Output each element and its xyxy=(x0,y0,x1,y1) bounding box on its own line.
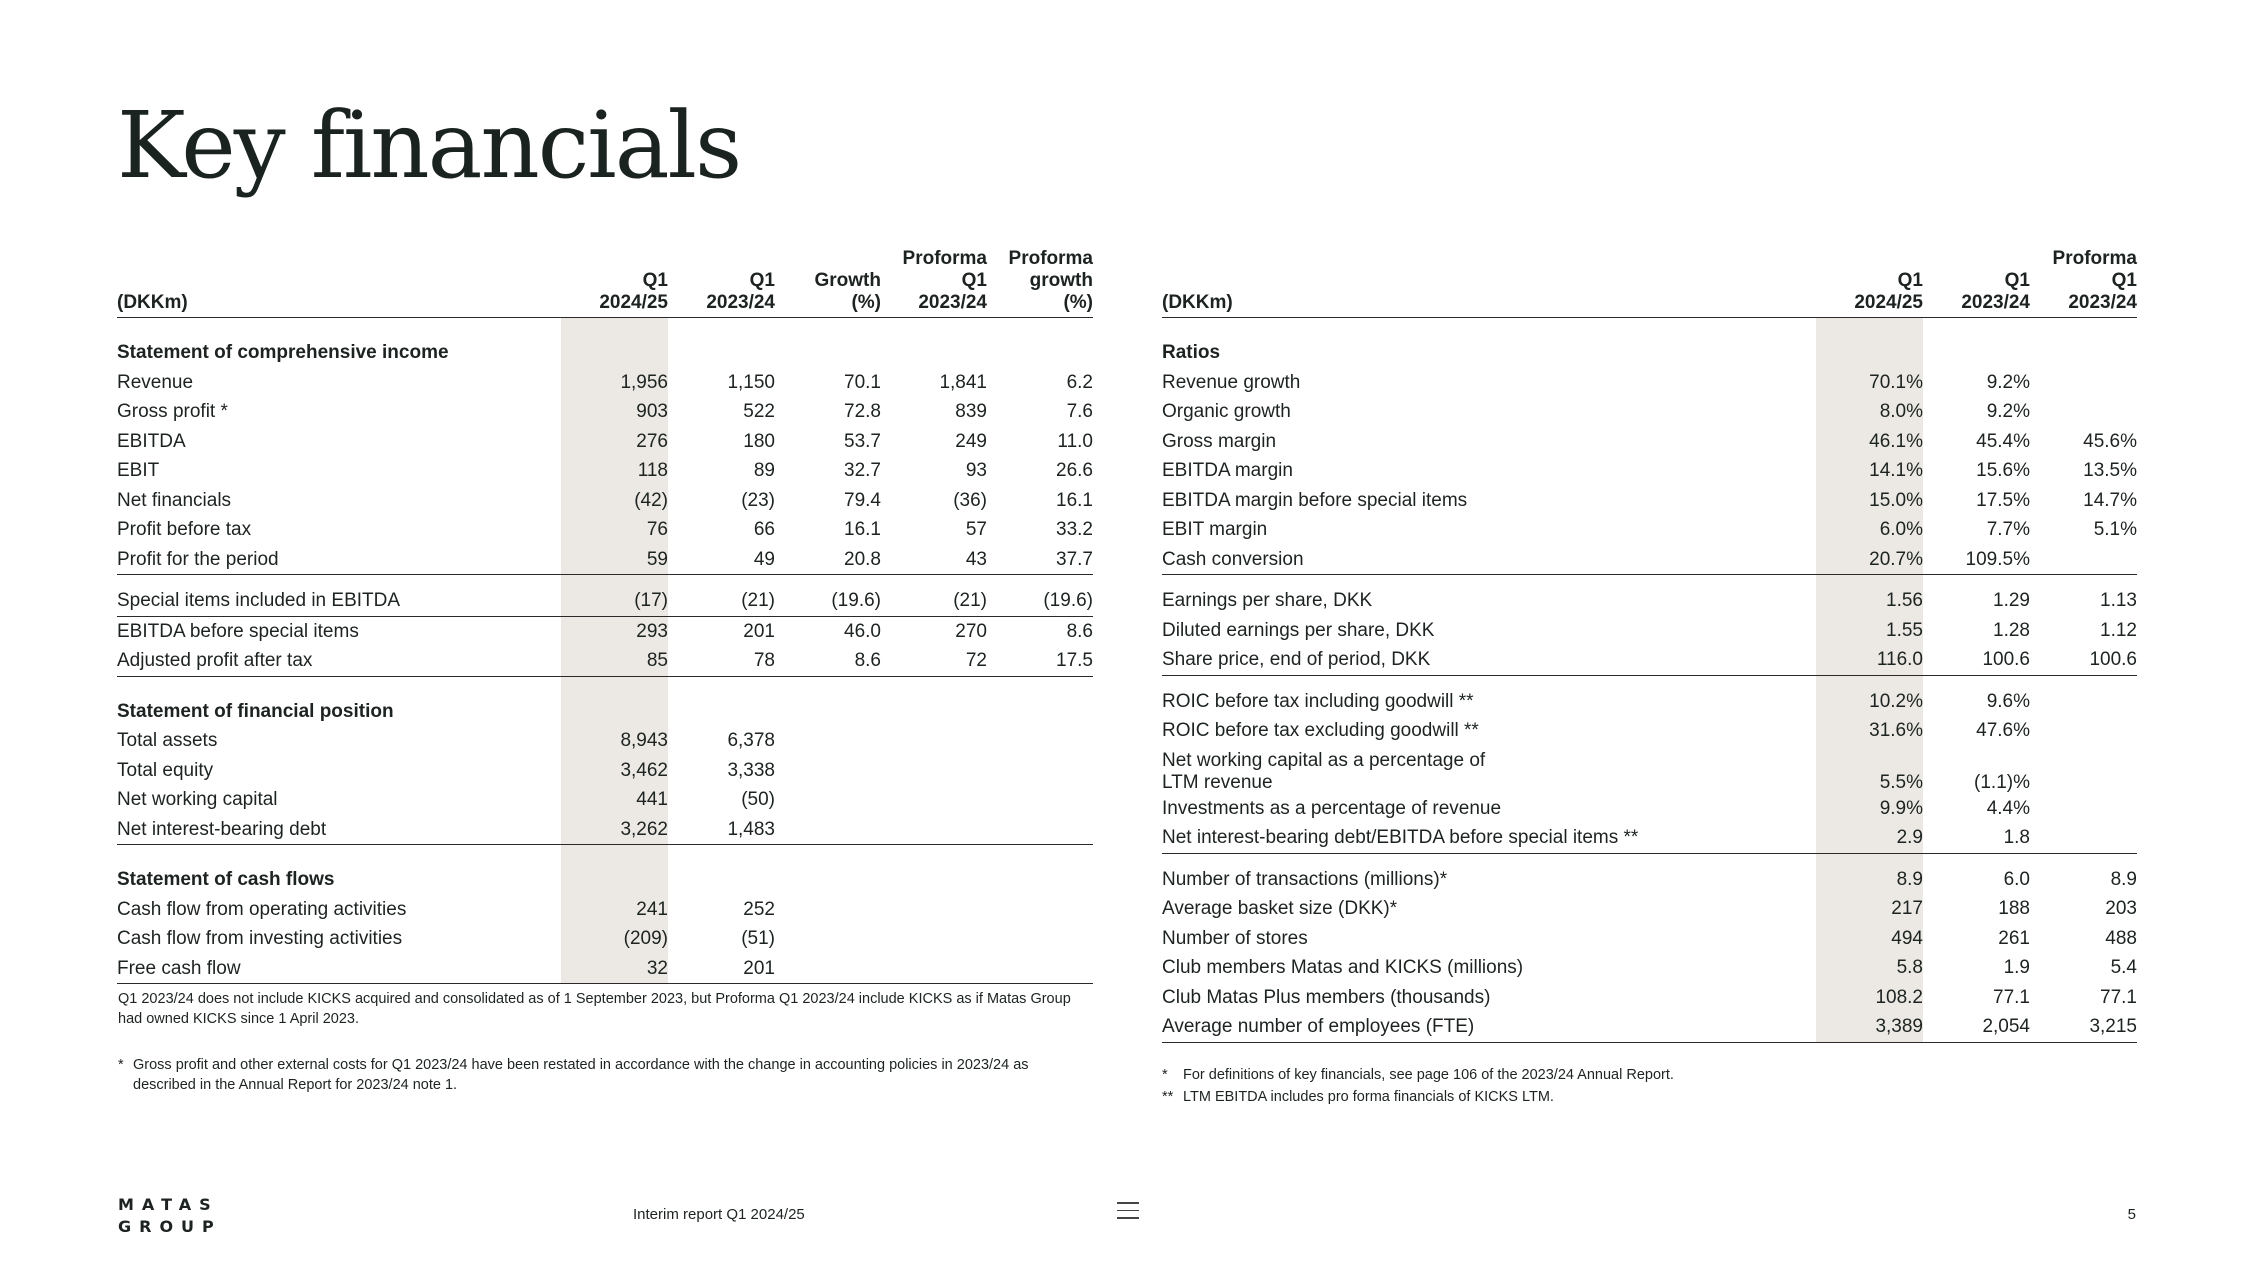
cell-value: 109.5% xyxy=(1923,545,2030,575)
cell-value: 1,841 xyxy=(939,371,987,393)
column-header: Proforma Q1 2023/24 xyxy=(902,248,987,313)
column-header: Growth (%) xyxy=(814,270,881,313)
table-row xyxy=(1162,427,2137,457)
table-row xyxy=(117,427,1093,457)
row-label: Special items included in EBITDA xyxy=(117,575,561,617)
row-label: Club Matas Plus members (thousands) xyxy=(1162,986,1491,1008)
column-header: Q1 2023/24 xyxy=(706,270,775,313)
column-header-label: (DKKm) xyxy=(1162,292,1233,313)
cell-value xyxy=(987,845,1093,895)
cell-value: 93 xyxy=(965,460,987,481)
cell-value: 16.1 xyxy=(1056,489,1093,511)
cell-value: 3,389 xyxy=(1816,1012,1923,1042)
cell-value xyxy=(2030,746,2137,794)
table-row xyxy=(1162,456,2137,486)
cell-value: 241 xyxy=(561,895,668,925)
table-row xyxy=(1162,675,2137,716)
cell-value: 201 xyxy=(668,954,775,984)
cell-value xyxy=(881,895,987,925)
cell-value: (42) xyxy=(561,486,668,516)
cell-value xyxy=(987,676,1093,726)
table-row xyxy=(117,456,1093,486)
cell-value: 43 xyxy=(881,545,987,575)
row-label: Statement of financial position xyxy=(117,700,394,722)
cell-value xyxy=(2030,397,2137,427)
cell-value: 15.6% xyxy=(1976,460,2030,481)
row-label: Net working capital as a percentage of LTM revenue xyxy=(1162,749,1486,793)
row-label: Investments as a percentage of revenue xyxy=(1162,797,1502,819)
cell-value: 11.0 xyxy=(1057,430,1093,452)
row-label: Total assets xyxy=(117,730,218,751)
cell-value xyxy=(881,726,987,756)
footnote-definitions xyxy=(1162,1065,2122,1085)
cell-value: 249 xyxy=(955,430,987,452)
cell-value: 8.0% xyxy=(1816,397,1923,427)
cell-value: 839 xyxy=(955,401,987,422)
cell-value: 78 xyxy=(668,646,775,676)
report-title: Interim report Q1 2024/25 xyxy=(633,1206,805,1223)
cell-value: 270 xyxy=(955,620,987,642)
cell-value: 20.8 xyxy=(775,545,881,575)
row-label: EBITDA before special items xyxy=(117,620,359,642)
cell-value xyxy=(2030,675,2137,716)
cell-value xyxy=(2030,545,2137,575)
cell-value: (19.6) xyxy=(775,575,881,617)
cell-value xyxy=(2030,823,2137,853)
cell-value: 89 xyxy=(753,460,775,481)
row-label: Club members Matas and KICKS (millions) xyxy=(1162,957,1524,978)
cell-value xyxy=(668,845,775,895)
table-row xyxy=(1162,924,2137,954)
row-label: Revenue growth xyxy=(1162,371,1301,393)
cell-value: 17.5% xyxy=(1976,489,2030,511)
column-header: Q1 2024/25 xyxy=(561,248,668,318)
cell-value: 8.9 xyxy=(2110,868,2137,890)
cell-value: 3,462 xyxy=(561,756,668,786)
section-header-row xyxy=(117,676,1093,726)
cell-value: 8.6 xyxy=(775,646,881,676)
row-label: EBIT margin xyxy=(1162,519,1268,540)
cell-value: 522 xyxy=(743,401,775,422)
table-row xyxy=(1162,1012,2137,1042)
cell-value: 5.5% xyxy=(1816,746,1923,794)
cell-value xyxy=(987,318,1093,368)
cell-value: 1.29 xyxy=(1993,590,2030,611)
cell-value: 1.28 xyxy=(1993,619,2030,641)
cell-value: (1.1)% xyxy=(1974,771,2030,793)
row-label: Net working capital xyxy=(117,789,278,810)
cell-value xyxy=(775,318,881,368)
footnote-text: Q1 2023/24 does not include KICKS acquired and consolidated as of 1 September 2023, but Proforma Q1 2023/24 include KICKS as if Matas Group had owned KICKS since 1 April 2023. xyxy=(118,991,1071,1027)
cell-value: 1.56 xyxy=(1816,575,1923,616)
cell-value: 32 xyxy=(561,954,668,984)
cell-value: 45.6% xyxy=(2083,430,2137,452)
cell-value: 261 xyxy=(1998,927,2030,949)
footnote-text: For definitions of key financials, see page 106 of the 2023/24 Annual Report. xyxy=(1183,1067,1674,1083)
cell-value: 116.0 xyxy=(1816,645,1923,675)
footnote-kicks xyxy=(118,989,1078,1029)
table-row xyxy=(1162,575,2137,616)
row-label: ROIC before tax excluding goodwill ** xyxy=(1162,720,1479,741)
row-label: Gross margin xyxy=(1162,430,1277,452)
cell-value: 46.1% xyxy=(1816,427,1923,457)
cell-value: 108.2 xyxy=(1816,983,1923,1013)
row-label: Cash flow from operating activities xyxy=(117,898,407,920)
section-header-row xyxy=(1162,318,2137,368)
row-label: Earnings per share, DKK xyxy=(1162,590,1373,611)
cell-value: 20.7% xyxy=(1816,545,1923,575)
cell-value: 9.9% xyxy=(1816,794,1923,824)
row-label: EBITDA xyxy=(117,430,186,452)
cell-value: 5.4 xyxy=(2110,957,2137,978)
cell-value xyxy=(881,318,987,368)
cell-value: 5.1% xyxy=(2093,519,2137,540)
cell-value: (19.6) xyxy=(987,575,1093,617)
cell-value: 46.0 xyxy=(844,620,881,642)
cell-value: 3,262 xyxy=(561,815,668,845)
cell-value: 488 xyxy=(2105,927,2137,949)
cell-value xyxy=(987,924,1093,954)
cell-value xyxy=(775,954,881,984)
cell-value: 2,054 xyxy=(1923,1012,2030,1042)
row-label: Diluted earnings per share, DKK xyxy=(1162,619,1435,641)
matas-group-logo: MATAS GROUP xyxy=(118,1195,222,1236)
cell-value xyxy=(987,756,1093,786)
cell-value: 276 xyxy=(561,427,668,457)
cell-value: 6.0% xyxy=(1816,515,1923,545)
table-row xyxy=(117,616,1093,646)
table-row xyxy=(1162,983,2137,1013)
cell-value: 7.7% xyxy=(1986,519,2030,540)
cell-value: 59 xyxy=(561,545,668,575)
cell-value: 188 xyxy=(1998,898,2030,919)
cell-value: (36) xyxy=(953,489,987,511)
cell-value: 1,150 xyxy=(727,371,775,393)
column-header: Q1 2023/24 xyxy=(1961,270,2030,313)
row-label: Revenue xyxy=(117,371,194,393)
cell-value xyxy=(987,726,1093,756)
cell-value: (209) xyxy=(561,924,668,954)
cell-value xyxy=(987,895,1093,925)
row-label: Net interest-bearing debt xyxy=(117,815,561,845)
cell-value xyxy=(987,785,1093,815)
cell-value xyxy=(2030,318,2137,368)
section-header-row xyxy=(117,318,1093,368)
cell-value: 4.4% xyxy=(1986,797,2030,819)
cell-value: 1.13 xyxy=(2100,590,2137,611)
cell-value xyxy=(1923,318,2030,368)
cell-value xyxy=(561,318,668,368)
table-row xyxy=(1162,616,2137,646)
cell-value: 903 xyxy=(561,397,668,427)
cell-value: 14.7% xyxy=(2083,489,2137,511)
cell-value: 3,338 xyxy=(727,759,775,781)
cell-value: 8.9 xyxy=(1816,853,1923,894)
footnote-marker: * xyxy=(118,1057,124,1073)
cell-value: 70.1% xyxy=(1816,368,1923,398)
ratios-table xyxy=(1162,248,2137,1043)
page-number: 5 xyxy=(2127,1206,2136,1223)
cell-value: 6.0 xyxy=(2003,868,2030,890)
section-header-row xyxy=(117,845,1093,895)
footnote-marker: ** xyxy=(1162,1089,1174,1105)
cell-value: 14.1% xyxy=(1816,456,1923,486)
cell-value xyxy=(775,726,881,756)
cell-value xyxy=(775,895,881,925)
column-header: Q1 2024/25 xyxy=(1816,248,1923,318)
cell-value: 118 xyxy=(561,456,668,486)
cell-value: 77.1 xyxy=(2100,986,2137,1008)
row-label: Gross profit * xyxy=(117,401,228,422)
cell-value: 37.7 xyxy=(987,545,1093,575)
cell-value: 79.4 xyxy=(844,489,881,511)
cell-value xyxy=(561,676,668,726)
table-row xyxy=(117,368,1093,398)
row-label: EBIT xyxy=(117,460,160,481)
key-financials-table xyxy=(117,248,1093,984)
table-row xyxy=(1162,716,2137,746)
cell-value: 9.6% xyxy=(1986,690,2030,712)
cell-value: 252 xyxy=(743,898,775,920)
cell-value: (50) xyxy=(741,789,775,810)
footnote-marker: * xyxy=(1162,1067,1168,1083)
row-label: Profit before tax xyxy=(117,519,252,540)
cell-value: 9.2% xyxy=(1986,371,2030,393)
table-row xyxy=(117,545,1093,575)
table-row xyxy=(117,575,1093,617)
cell-value xyxy=(2030,794,2137,824)
cell-value xyxy=(668,676,775,726)
cell-value xyxy=(881,924,987,954)
footnote-text: LTM EBITDA includes pro forma financials of KICKS LTM. xyxy=(1183,1089,1554,1105)
cell-value: 47.6% xyxy=(1976,720,2030,741)
cell-value xyxy=(775,815,881,845)
cell-value: 5.8 xyxy=(1816,953,1923,983)
column-header-label: (DKKm) xyxy=(117,292,188,313)
table-row xyxy=(1162,545,2137,575)
cell-value: 45.4% xyxy=(1976,430,2030,452)
table-row xyxy=(1162,397,2137,427)
cell-value: 33.2 xyxy=(1056,519,1093,540)
table-row xyxy=(1162,853,2137,894)
cell-value: 53.7 xyxy=(844,430,881,452)
cell-value: 1.8 xyxy=(1923,823,2030,853)
table-row xyxy=(117,785,1093,815)
row-label: Average basket size (DKK)* xyxy=(1162,898,1398,919)
cell-value xyxy=(881,676,987,726)
cell-value: 31.6% xyxy=(1816,716,1923,746)
cell-value: 441 xyxy=(561,785,668,815)
cell-value: 15.0% xyxy=(1816,486,1923,516)
cell-value: (51) xyxy=(741,928,775,949)
cell-value: 13.5% xyxy=(2083,460,2137,481)
cell-value xyxy=(2030,368,2137,398)
row-label: Adjusted profit after tax xyxy=(117,646,561,676)
cell-value: 7.6 xyxy=(1066,401,1093,422)
cell-value: 85 xyxy=(561,646,668,676)
cell-value: 26.6 xyxy=(1056,460,1093,481)
footnote-text: Gross profit and other external costs for Q1 2023/24 have been restated in accordance with the change in accounting policies in 2023/24 as described in the Annual Report for 2023/24 note 1. xyxy=(133,1057,1029,1093)
cell-value: 1.12 xyxy=(2100,619,2137,641)
row-label: Number of stores xyxy=(1162,927,1308,949)
cell-value: 8.6 xyxy=(1066,620,1093,642)
cell-value xyxy=(881,845,987,895)
cell-value: 2.9 xyxy=(1816,823,1923,853)
cell-value: 66 xyxy=(753,519,775,540)
cell-value: (23) xyxy=(741,489,775,511)
row-label: Profit for the period xyxy=(117,545,561,575)
row-label: EBITDA margin before special items xyxy=(1162,489,1468,511)
cell-value: 32.7 xyxy=(844,460,881,481)
row-label: Number of transactions (millions)* xyxy=(1162,868,1448,890)
table-row xyxy=(117,815,1093,845)
cell-value: 72 xyxy=(881,646,987,676)
table-row xyxy=(1162,486,2137,516)
cell-value xyxy=(775,924,881,954)
cell-value xyxy=(987,954,1093,984)
cell-value: 203 xyxy=(2105,898,2137,919)
row-label: Statement of comprehensive income xyxy=(117,342,449,363)
table-row xyxy=(117,726,1093,756)
cell-value: 6.2 xyxy=(1066,371,1093,393)
cell-value: 1.55 xyxy=(1816,616,1923,646)
table-row xyxy=(117,924,1093,954)
page-title: Key financials xyxy=(117,92,741,199)
footnote-ltm xyxy=(1162,1087,2122,1107)
cell-value xyxy=(881,756,987,786)
cell-value xyxy=(987,815,1093,845)
cell-value xyxy=(775,785,881,815)
row-label: Total equity xyxy=(117,759,214,781)
cell-value: 10.2% xyxy=(1816,675,1923,716)
cell-value: 8,943 xyxy=(561,726,668,756)
table-row xyxy=(117,515,1093,545)
table-row xyxy=(117,756,1093,786)
table-row xyxy=(1162,794,2137,824)
table-row xyxy=(1162,823,2137,853)
table-row xyxy=(1162,894,2137,924)
table-row xyxy=(1162,368,2137,398)
cell-value xyxy=(668,318,775,368)
row-label: Cash flow from investing activities xyxy=(117,928,403,949)
footnote-gross-profit xyxy=(118,1055,1078,1095)
cell-value: 100.6 xyxy=(1923,645,2030,675)
row-label: Net interest-bearing debt/EBITDA before special items ** xyxy=(1162,823,1816,853)
row-label: Cash conversion xyxy=(1162,545,1816,575)
cell-value: (17) xyxy=(561,575,668,617)
cell-value: 100.6 xyxy=(2030,645,2137,675)
cell-value xyxy=(1816,318,1923,368)
row-label: Average number of employees (FTE) xyxy=(1162,1012,1816,1042)
cell-value: 1.9 xyxy=(2003,957,2030,978)
cell-value: 201 xyxy=(743,620,775,642)
cell-value xyxy=(2030,716,2137,746)
table-header-row xyxy=(117,248,1093,318)
cell-value: 57 xyxy=(965,519,987,540)
table-row xyxy=(117,397,1093,427)
cell-value: 1,483 xyxy=(668,815,775,845)
table-row xyxy=(117,486,1093,516)
cell-value: (21) xyxy=(668,575,775,617)
row-label: Ratios xyxy=(1162,342,1221,363)
cell-value xyxy=(881,815,987,845)
row-label: Share price, end of period, DKK xyxy=(1162,645,1816,675)
cell-value: 49 xyxy=(668,545,775,575)
table-row xyxy=(117,954,1093,984)
cell-value xyxy=(881,785,987,815)
table-row xyxy=(1162,515,2137,545)
table-row xyxy=(1162,953,2137,983)
cell-value: 293 xyxy=(561,616,668,646)
table-row xyxy=(1162,645,2137,675)
table-row xyxy=(1162,746,2137,794)
cell-value: 16.1 xyxy=(844,519,881,540)
cell-value: (21) xyxy=(881,575,987,617)
row-label: ROIC before tax including goodwill ** xyxy=(1162,690,1474,712)
cell-value: 76 xyxy=(561,515,668,545)
cell-value: 1,956 xyxy=(561,368,668,398)
cell-value: 180 xyxy=(743,430,775,452)
cell-value: 70.1 xyxy=(844,371,881,393)
row-label: Statement of cash flows xyxy=(117,869,335,890)
row-label: Free cash flow xyxy=(117,954,561,984)
cell-value xyxy=(775,845,881,895)
row-label: EBITDA margin xyxy=(1162,460,1293,481)
table-row xyxy=(117,646,1093,676)
cell-value: 77.1 xyxy=(1993,986,2030,1008)
cell-value: 3,215 xyxy=(2030,1012,2137,1042)
cell-value: 72.8 xyxy=(844,401,881,422)
table-body xyxy=(117,318,1093,984)
cell-value xyxy=(561,845,668,895)
row-label: Net financials xyxy=(117,489,232,511)
cell-value: 17.5 xyxy=(987,646,1093,676)
cell-value xyxy=(775,676,881,726)
cell-value: 494 xyxy=(1816,924,1923,954)
cell-value: 217 xyxy=(1816,894,1923,924)
cell-value: 9.2% xyxy=(1986,401,2030,422)
column-header: Proforma growth (%) xyxy=(1008,248,1093,313)
cell-value xyxy=(775,756,881,786)
row-label: Organic growth xyxy=(1162,401,1291,422)
column-header: Proforma Q1 2023/24 xyxy=(2052,248,2137,313)
menu-icon[interactable] xyxy=(1117,1202,1139,1222)
table-body xyxy=(1162,318,2137,1043)
table-row xyxy=(117,895,1093,925)
cell-value: 6,378 xyxy=(727,730,775,751)
table-header-row xyxy=(1162,248,2137,318)
cell-value xyxy=(881,954,987,984)
